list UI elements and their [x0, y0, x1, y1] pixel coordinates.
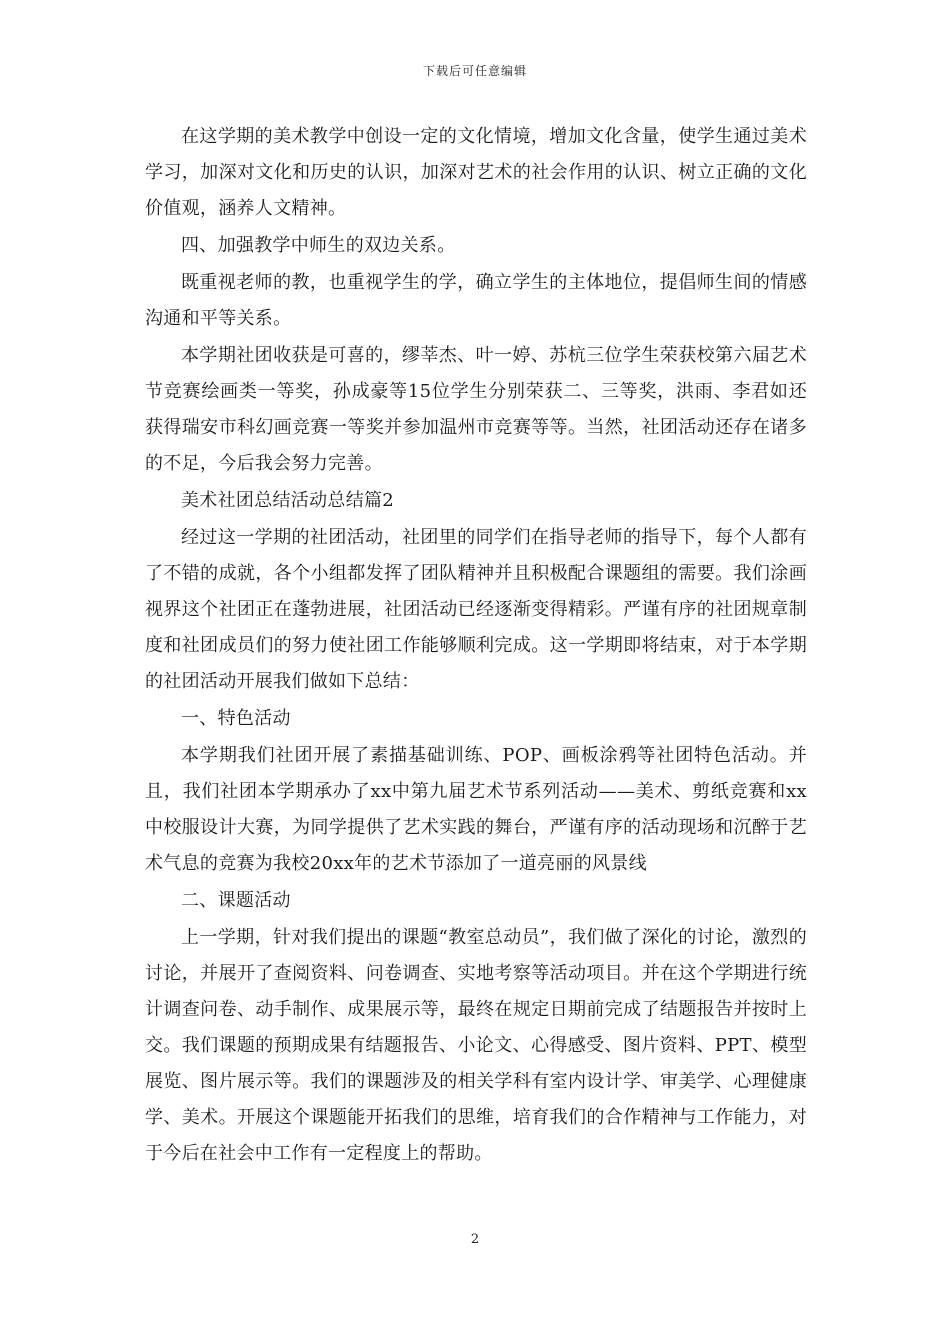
- paragraph-culture-context: 在这学期的美术教学中创设一定的文化情境，增加文化含量，使学生通过美术学习，加深对文化和历史的认识，加深对艺术的社会作用的认识、树立正确的文化价值观，涵养人文精神。: [145, 126, 807, 219]
- section-title-part-2: 美术社团总结活动总结篇2: [181, 490, 395, 511]
- document-body: [145, 119, 807, 1172]
- heading-teacher-student-relations: 四、加强教学中师生的双边关系。: [181, 235, 456, 256]
- heading-featured-activities: 一、特色活动: [181, 708, 291, 729]
- page-header: 下载后可任意编辑: [422, 64, 527, 78]
- page-number: 2: [470, 1232, 480, 1247]
- paragraph-teacher-student: 既重视老师的教，也重视学生的学，确立学生的主体地位，提倡师生间的情感沟通和平等关系。: [145, 272, 807, 329]
- paragraph-project-activities: 上一学期，针对我们提出的课题“教室总动员”，我们做了深化的讨论，激烈的讨论，并展开了查阅资料、问卷调查、实地考察等活动项目。并在这个学期进行统计调查问卷、动手制作、成果展示等，最终在规定日期前完成了结题报告并按时上交。我们课题的预期成果有结题报告、小论文、心得感受、图片资料、PPT、模型展览、图片展示等。我们的课题涉及的相关学科有室内设计学、审美学、心理健康学、美术。开展这个课题能开拓我们的思维，培育我们的合作精神与工作能力，对于今后在社会中工作有一定程度上的帮助。: [145, 927, 807, 1164]
- paragraph-club-awards: 本学期社团收获是可喜的，缪莘杰、叶一婷、苏杭三位学生荣获校第六届艺术节竞赛绘画类一等奖，孙成豪等15位学生分别荣获二、三等奖，洪雨、李君如还获得瑞安市科幻画竞赛一等奖并参加温州市竞赛等等。当然，社团活动还存在诸多的不足，今后我会努力完善。: [145, 345, 807, 474]
- paragraph-club-intro: 经过这一学期的社团活动，社团里的同学们在指导老师的指导下，每个人都有了不错的成就，各个小组都发挥了团队精神并且积极配合课题组的需要。我们涂画视界这个社团正在蓬勃进展，社团活动已经逐渐变得精彩。严谨有序的社团规章制度和社团成员们的努力使社团工作能够顺利完成。这一学期即将结束，对于本学期的社团活动开展我们做如下总结：: [145, 527, 807, 692]
- heading-project-activities: 二、课题活动: [181, 890, 291, 911]
- paragraph-featured-activities: 本学期我们社团开展了素描基础训练、POP、画板涂鸦等社团特色活动。并且，我们社团本学期承办了xx中第九届艺术节系列活动——美术、剪纸竞赛和xx中校服设计大赛，为同学提供了艺术实践的舞台，严谨有序的活动现场和沉醉于艺术气息的竞赛为我校20xx年的艺术节添加了一道亮丽的风景线: [145, 745, 807, 874]
